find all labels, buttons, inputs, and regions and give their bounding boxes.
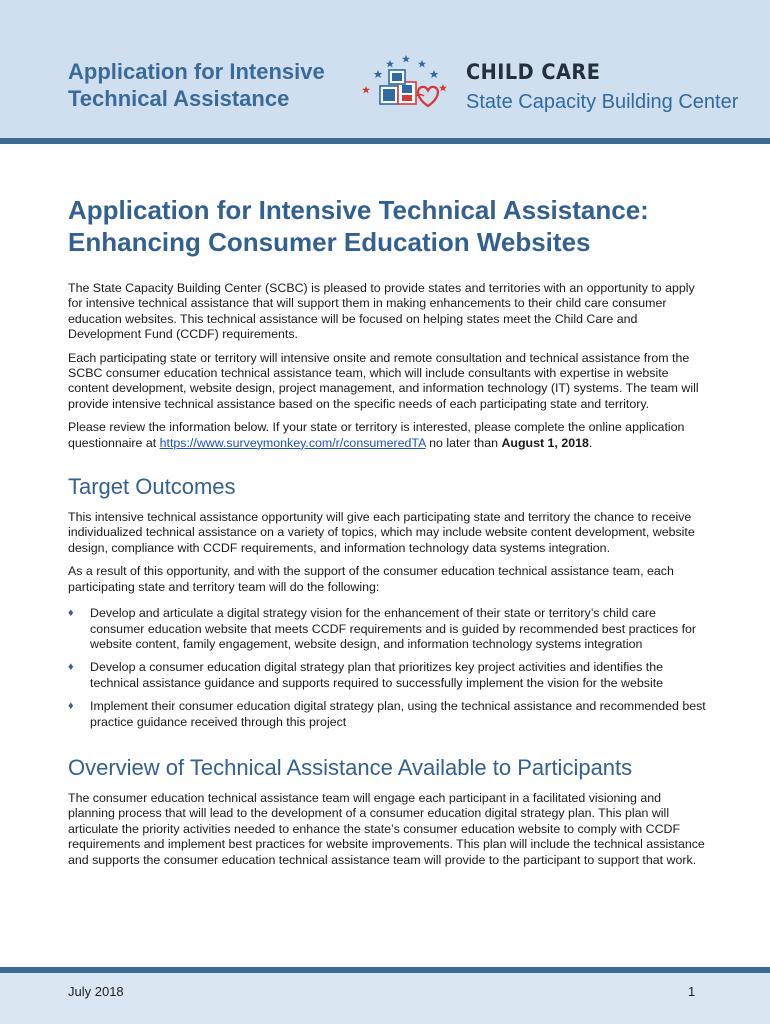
document-title (68, 194, 708, 258)
header-title-line1: Application for Intensive (68, 59, 325, 84)
review-text-middle: no later than (425, 435, 502, 450)
review-text-after: . (588, 435, 593, 450)
document-title-line2: Enhancing Consumer Education Websites (68, 227, 591, 257)
review-text-before: Please review the information below. If your state or territory is interested, please complete the online application questionnaire at (68, 420, 685, 450)
participation-paragraph: Each participating state or territory will intensive onsite and remote consultation and technical assistance from the SCBC consumer education technical assistance team, which will include consultants with expertise in website content development, website design, project management, and information technology (IT) systems. The team will provide intensive technical assistance based on the specific needs of each participating state and territory. (68, 350, 699, 411)
list-item-text: Develop and articulate a digital strategy vision for the enhancement of their state or territory’s child care consumer education website that meets CCDF requirements and is guided by recommended best practices for website content, family engagement, website design, and information technology systems integration (90, 606, 697, 651)
intro-paragraph: The State Capacity Building Center (SCBC) is pleased to provide states and territories with an opportunity to apply for intensive technical assistance that will support them in making enhancements to their child care consumer education websites. This technical assistance will be focused on helping states meet the Child Care and Development Fund (CCDF) requirements. (68, 281, 695, 342)
overview-heading: Overview of Technical Assistance Available to Participants (68, 754, 633, 780)
overview-paragraph: The consumer education technical assistance team will engage each participant in a facilitated visioning and planning process that will lead to the development of a consumer education digital strategy plan. This plan will articulate the priority activities needed to enhance the state’s consumer education website to comply with CCDF requirements and implement best practices for website improvements. This plan will include the technical assistance and supports the consumer education technical assistance team will provide to the participant to support that work. (68, 790, 705, 867)
outcomes-list (68, 606, 708, 730)
list-item (68, 699, 708, 730)
diamond-bullet-icon: ♦ (68, 700, 74, 713)
list-item-text: Implement their consumer education digital strategy plan, using the technical assistance and recommended best practice guidance received through this project (90, 699, 706, 729)
target-outcomes-heading: Target Outcomes (68, 474, 236, 500)
logo-line2: State Capacity Building Center (466, 91, 739, 113)
header-title-line2: Technical Assistance (68, 86, 290, 111)
diamond-bullet-icon: ♦ (68, 607, 74, 620)
footer-date: July 2018 (68, 984, 124, 999)
child-care-blocks-logo-icon (358, 52, 454, 116)
list-item (68, 606, 708, 652)
logo-text (466, 59, 766, 115)
header-rule (0, 138, 770, 144)
list-item-text: Develop a consumer education digital strategy plan that prioritizes key project activities and identifies the technical assistance guidance and supports required to successfully implement the vision for the website (90, 660, 664, 690)
logo-line1: CHILD CARE (466, 60, 601, 84)
review-deadline: August 1, 2018 (501, 435, 589, 450)
list-item (68, 660, 708, 691)
diamond-bullet-icon: ♦ (68, 661, 74, 674)
header-title (68, 58, 358, 112)
page-number: 1 (688, 984, 696, 999)
document-title-line1: Application for Intensive Technical Assistance: (68, 195, 649, 225)
review-paragraph (68, 420, 708, 451)
target-outcomes-paragraph1: This intensive technical assistance opportunity will give each participating state and territory the chance to receive individualized technical assistance on a variety of topics, which may include website content development, website design, compliance with CCDF requirements, and information technology data systems integration. (68, 510, 695, 555)
target-outcomes-paragraph2: As a result of this opportunity, and with the support of the consumer education technical assistance team, each participating state and territory team will do the following: (68, 564, 674, 594)
survey-link[interactable]: https://www.surveymonkey.com/r/consumeredTA (159, 435, 426, 450)
main-content (68, 194, 708, 868)
